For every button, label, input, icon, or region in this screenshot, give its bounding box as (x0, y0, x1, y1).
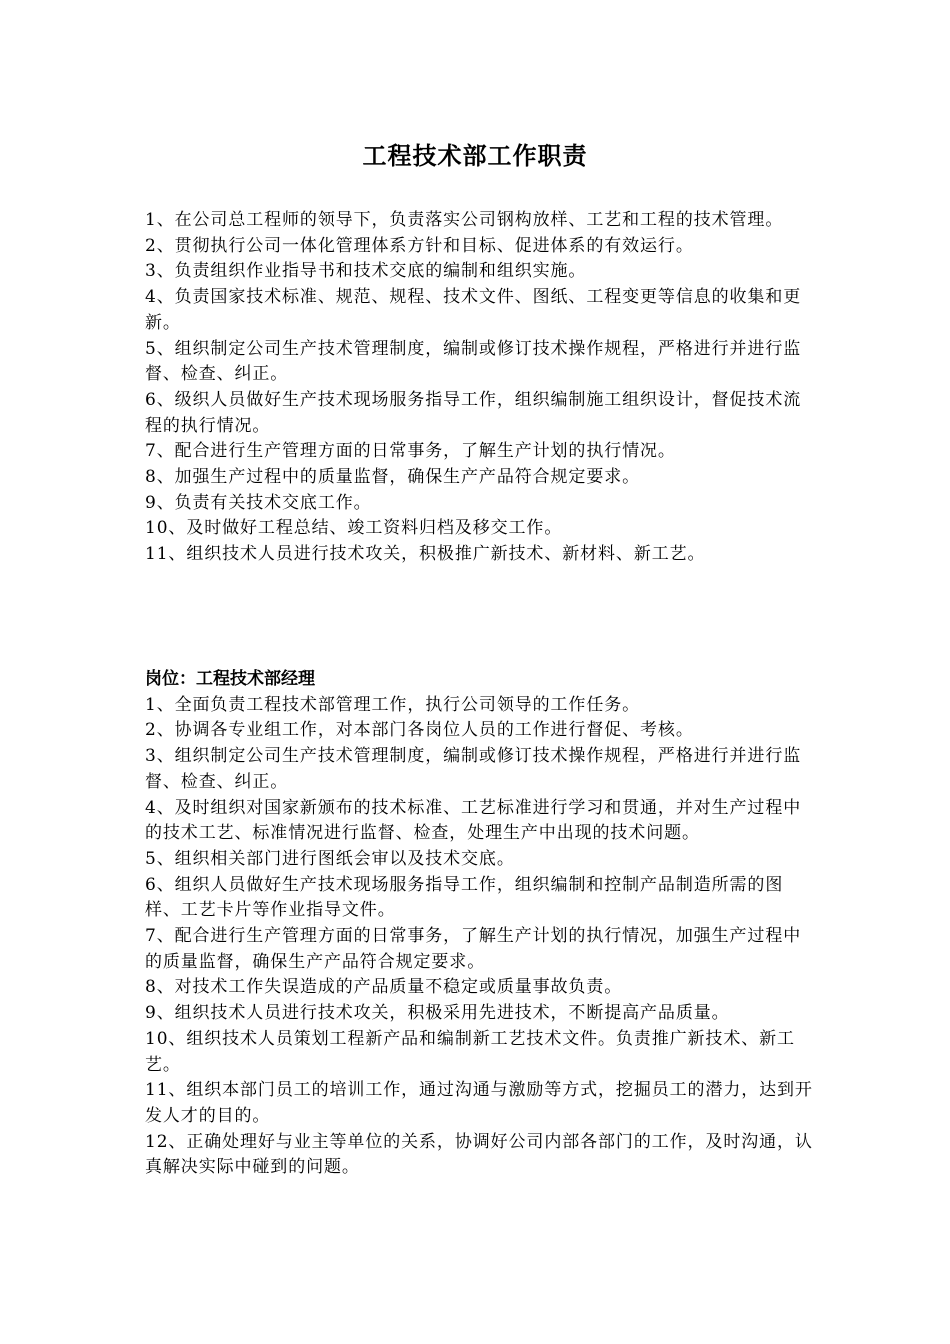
list-item: 3、组织制定公司生产技术管理制度，编制或修订技术操作规程，严格进行并进行监督、检查、纠正。 (145, 746, 802, 792)
list-item: 1、全面负责工程技术部管理工作，执行公司领导的工作任务。 (145, 694, 641, 715)
list-item: 10、及时做好工程总结、竣工资料归档及移交工作。 (145, 518, 563, 539)
list-item: 11、组织技术人员进行技术攻关，积极推广新技术、新材料、新工艺。 (145, 544, 706, 565)
responsibilities-section (145, 208, 813, 568)
list-item: 8、加强生产过程中的质量监督，确保生产产品符合规定要求。 (145, 467, 641, 488)
document-title: 工程技术部工作职责 (362, 141, 588, 170)
list-item: 11、组织本部门员工的培训工作，通过沟通与激励等方式，挖掘员工的潜力，达到开发人才的目的。 (145, 1080, 813, 1126)
list-item: 3、负责组织作业指导书和技术交底的编制和组织实施。 (145, 261, 587, 282)
list-item: 8、对技术工作失误造成的产品质量不稳定或质量事故负责。 (145, 977, 623, 998)
list-item: 4、及时组织对国家新颁布的技术标准、工艺标准进行学习和贯通，并对生产过程中的技术工艺、标准情况进行监督、检查，处理生产中出现的技术问题。 (145, 797, 802, 844)
list-item: 10、组织技术人员策划工程新产品和编制新工艺技术文件。负责推广新技术、新工艺。 (145, 1028, 795, 1075)
list-item: 7、配合进行生产管理方面的日常事务，了解生产计划的执行情况。 (145, 441, 676, 462)
list-item: 9、组织技术人员进行技术攻关，积极采用先进技术，不断提高产品质量。 (145, 1003, 730, 1024)
list-item: 2、协调各专业组工作，对本部门各岗位人员的工作进行督促、考核。 (145, 720, 694, 741)
section-heading: 岗位：工程技术部经理 (145, 669, 315, 689)
list-item: 9、负责有关技术交底工作。 (145, 492, 372, 513)
list-item: 1、在公司总工程师的领导下，负责落实公司钢构放样、工艺和工程的技术管理。 (145, 210, 784, 230)
list-item: 5、组织制定公司生产技术管理制度，编制或修订技术操作规程，严格进行并进行监督、检查、纠正。 (145, 338, 802, 385)
list-item: 2、贯彻执行公司一体化管理体系方针和目标、促进体系的有效运行。 (145, 235, 694, 256)
list-item: 12、正确处理好与业主等单位的关系，协调好公司内部各部门的工作，及时沟通，认真解决实际中碰到的问题。 (145, 1131, 813, 1178)
list-item: 6、组织人员做好生产技术现场服务指导工作，组织编制和控制产品制造所需的图样、工艺卡片等作业指导文件。 (145, 874, 784, 921)
list-item: 5、组织相关部门进行图纸会审以及技术交底。 (145, 848, 515, 869)
manager-section (145, 667, 813, 1181)
list-item: 4、负责国家技术标准、规范、规程、技术文件、图纸、工程变更等信息的收集和更新。 (145, 287, 802, 333)
list-item: 7、配合进行生产管理方面的日常事务，了解生产计划的执行情况，加强生产过程中的质量监督，确保生产产品符合规定要求。 (145, 926, 802, 972)
list-item: 6、级织人员做好生产技术现场服务指导工作，组织编制施工组织设计，督促技术流程的执行情况。 (145, 389, 802, 436)
